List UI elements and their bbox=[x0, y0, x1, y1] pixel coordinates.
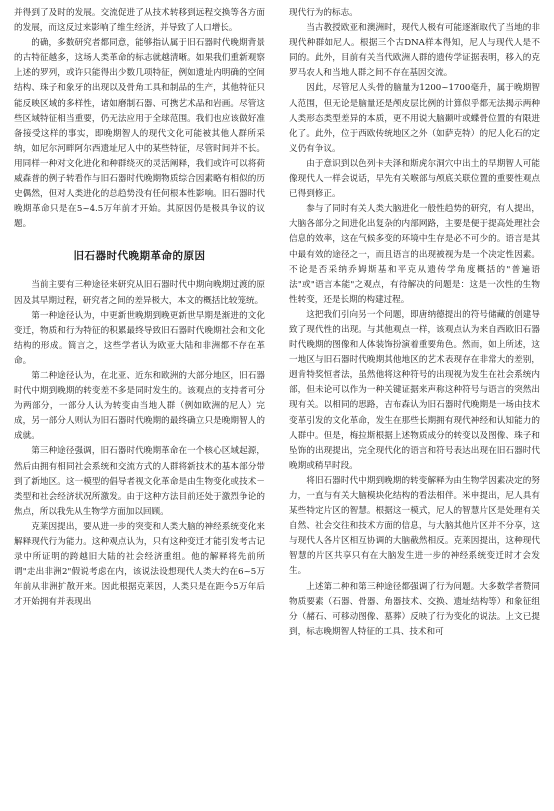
paragraph: 第二种途径认为，在北亚、近东和欧洲的大部分地区，旧石器时代中期到晚期的转变差不多是同时发生的。该观点的支持者可分为两部分，一部分人认为转变由当地人群（例如欧洲的尼人）完成，另一部分人则认为旧石器时代晚期的最终确立只是晚期智人的成就。 bbox=[14, 370, 265, 442]
paragraph: 由于意识到以色列卡夫泽和斯虎尔洞穴中出土的早期智人可能像现代人一样会说话，早先有关喉部与颅底关联位置的重要性观点已得到修正。 bbox=[289, 158, 540, 200]
paragraph: 克莱因提出，要从进一步的突变和人类大脑的神经系统变化来解释现代行为能力。这种观点认为，只有这种变迁才能引发考古记录中所证明的跨越旧大陆的社会经济重组。他的解释将先前所谓"走出非洲2"假说考虑在内，该说法设想现代人类大约在6~5万年前从非洲扩散开来。因此根据克莱因，人类只是在距今5万年后才开始拥有并表现出 bbox=[14, 521, 265, 608]
paragraph: 因此，尽管尼人头骨的脑量为1200~1700毫升，属于晚期智人范围，但无论是脑量还是颅皮层比例的计算似乎都无法揭示两种人类形态类型差异的本质，更不用说大脑颞叶或蝶骨位置的有限进化了。此外，位于西欧传统地区之外（如萨克特）的尼人化石的定义仍有争议。 bbox=[289, 83, 540, 154]
paragraph: 当古教授欧亚和澳洲时，现代人极有可能逐渐取代了当地的非现代种群如尼人。根据三个古DNA样本得知，尼人与现代人是不同的。此外，目前有关当代欧洲人群的遗传学证据表明，移入的克罗马农人和当地人群之间不存在基因交流。 bbox=[289, 23, 540, 79]
paragraph: 现代行为的标志。 bbox=[289, 8, 358, 18]
paragraph: 这把我们引向另一个问题，即唐纳德提出的符号储藏的创建导致了现代性的出现。与其他观点一样，该观点认为来自西欧旧石器时代晚期的图像和人体装饰扮演着重要角色。然而，如上所述，这一地区与旧石器时代晚期其他地区的艺术表现存在非常大的差别，迥肯特奖恒者法，虽然他将这种符号的出现视为发生在社会系统内部，但未论可以作为一种关键证据来声称这种符号与语言的突然出现有关。以相同的思路，吉布森认为旧石器时代晚期是一场由技术变革引发的文化革命，发生在那些长期拥有现代神经和认知能力的人群中。但是，梅拉斯根据上述物质成分的转变以及图像、珠子和坠饰的出现提出，完全现代化的语言和符号表达出现在旧石器时代晚期或稍早时段。 bbox=[289, 309, 540, 471]
paragraph: 并得到了及时的发展。交流促进了从技术转移到远程交换等各方面的发展，而这反过来影响了维生经济，并导致了人口增长。 bbox=[14, 8, 265, 34]
paragraph: 第三种途径强调，旧石器时代晚期革命在一个核心区域起源，然后由拥有相同社会系统和交流方式的人群将新技术的基本部分带到了新地区。这一模型的倡导者视文化革命是由生物变化或技术－类型和社会经济状况所激发。由于这种方法目前还处于激烈争论的焦点，所以我先从生物学方面加以回顾。 bbox=[14, 446, 265, 517]
paragraph: 将旧石器时代中期到晚期的转变解释为由生物学因素决定的努力，一直与有关大脑模块化结构的看法相伴。米申提出，尼人具有某些特定片区的智慧。根据这一模式，尼人的智慧片区是处理有关自然、社会交往和技术方面的信息，与大脑其他片区并不分享，这与现代人各片区相互协调的大脑截然相反。克莱因提出，这种现代智慧的片区共享只有在大脑发生进一步的神经系统变迁时才会发生。 bbox=[289, 475, 540, 577]
paragraph: 参与了同时有关人类大脑进化一般性趋势的研究，有人提出，大脑各部分之间进化出复杂的内部网路，主要是便于提高处理社会信息的效率，这在气候多变的环境中生存是必不可少的。语言是其中最有效的途径之一，而且语言的出现被视为是一个决定性因素。不论是否采纳乔姆斯基和平克从遗传学角度概括的"普遍语法"或"语言本能"之观点，有待解决的问题是：这是一次性的生物性转变，还是长期的构建过程。 bbox=[289, 204, 540, 305]
right-column bbox=[289, 6, 540, 640]
paragraph: 第一种途径认为，中更新世晚期到晚更新世早期是渐进的文化变迁，物质和行为特征的积累最终导致旧石器时代晚期社会和文化结构的形成。简言之，这些学者认为欧亚大陆和非洲都不存在革命。 bbox=[14, 310, 265, 366]
paragraph: 的确，多数研究者都同意，能够指认属于旧石器时代晚期背景的古特征越多，这场人类革命的标志就越清晰。如果我们重新观察上述的罗列，或许只能得出少数几项特征，例如遗址内明确的空间结构、珠子和象牙的出现以及骨角工具和制品的生产，其他特征只能反映区域的多样性，诸如磨制石器、可携艺术品和岩画。尽管这些区域特征相当重要，仍无法应用于全球范围。我们也应该做好准备接受这样的事实，即晚期智人的现代文化可能被其他人群所采纳，如尼尔河畔阿尔西遗址尼人中的某些特征，尽管时间并不长。用同样一种对文化进化和种群绕灭的灵活阐释，我们或许可以将荷威森普的例子转看作与旧石器时代晚期物质综合因素略有相似的历史偶然，但对人类进化的总趋势没有任何根本性影响。旧石器时代晚期革命只是在5~4.5万年前才开始。其原因仍是极具争议的议题。 bbox=[14, 38, 265, 230]
paragraph: 上述第二种和第三种途径都强调了行为问题。大多数学者赞同物质要素（石器、骨器、角器技术、交换、遗址结构等）和象征组分（赭石、可移动图像、墓葬）反映了行为变化的说法。上文已提到，标志晚期智人特征的工具、技术和可 bbox=[289, 581, 540, 637]
paragraph: 当前主要有三种途径来研究从旧石器时代中期向晚期过渡的原因及其早期过程，研究者之间的差异极大，本文的概括比较笼统。 bbox=[14, 280, 265, 306]
left-column bbox=[14, 6, 265, 610]
section-heading: 旧石器时代晚期革命的原因 bbox=[73, 250, 206, 263]
